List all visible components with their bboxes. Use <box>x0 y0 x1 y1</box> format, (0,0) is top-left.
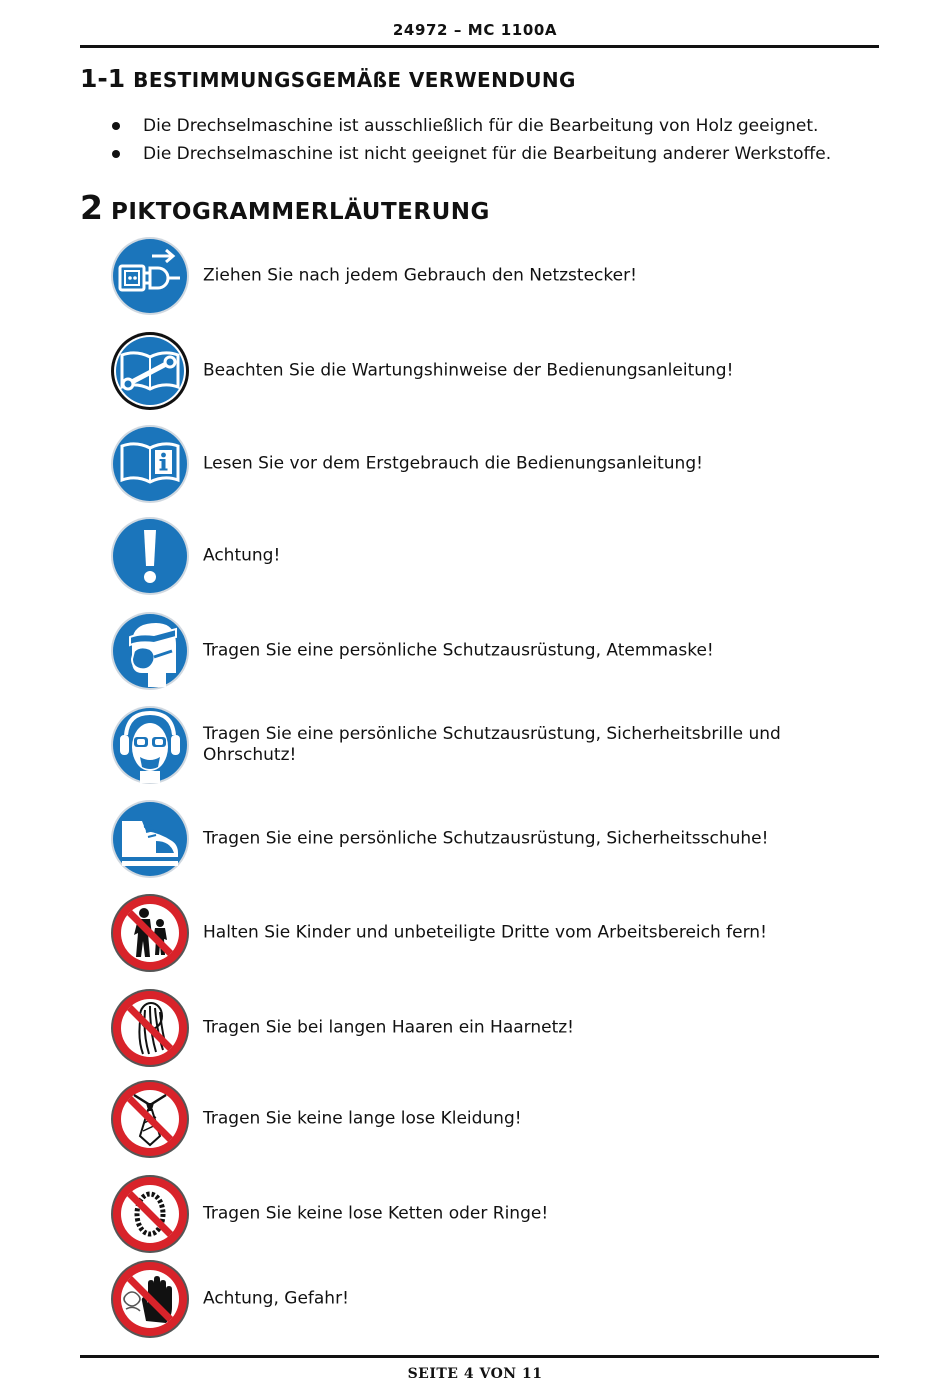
pictogram-label: Tragen Sie keine lange lose Kleidung! <box>203 1108 522 1129</box>
pictogram-label: Tragen Sie eine persönliche Schutzausrüstung, Sicherheitsbrille und Ohrschutz! <box>203 724 781 765</box>
pictogram-row-goggles-ear <box>110 705 870 785</box>
section-1-number: 1-1 <box>80 64 126 93</box>
pictogram-row-maintenance <box>110 331 870 411</box>
pictogram-row-safety-shoe <box>110 799 870 879</box>
bullet-icon <box>112 150 120 158</box>
footer-rule <box>80 1355 879 1358</box>
pictogram-label: Tragen Sie bei langen Haaren ein Haarnetz! <box>203 1017 574 1038</box>
bullet-icon <box>112 122 120 130</box>
no-children-icon <box>110 893 190 973</box>
pictogram-row-attention <box>110 516 870 596</box>
pictogram-row-no-tie <box>110 1079 870 1159</box>
pictogram-label: Tragen Sie keine lose Ketten oder Ringe! <box>203 1203 549 1224</box>
pictogram-row-no-necklace <box>110 1174 870 1254</box>
page-number: SEITE 4 VON 11 <box>407 1366 543 1382</box>
pictogram-label: Ziehen Sie nach jedem Gebrauch den Netzstecker! <box>203 265 637 286</box>
pictogram-label: Achtung! <box>203 545 281 566</box>
pictogram-row-no-children <box>110 893 870 973</box>
read-manual-icon <box>110 424 190 504</box>
section-2-number: 2 <box>80 188 103 227</box>
pictogram-label: Tragen Sie eine persönliche Schutzausrüstung, Atemmaske! <box>203 640 714 661</box>
pictogram-label: Halten Sie Kinder und unbeteiligte Dritte vom Arbeitsbereich fern! <box>203 922 767 943</box>
bullet-text: Die Drechselmaschine ist ausschließlich für die Bearbeitung von Holz geeignet. <box>143 116 819 136</box>
no-long-hair-icon <box>110 988 190 1068</box>
pictogram-row-danger <box>110 1259 870 1339</box>
bullet-text: Die Drechselmaschine ist nicht geeignet für die Bearbeitung anderer Werkstoffe. <box>143 144 832 164</box>
pictogram-row-respirator <box>110 611 870 691</box>
section-1-title: BESTIMMUNGSGEMÄßE VERWENDUNG <box>133 68 576 92</box>
exclamation-icon <box>110 516 190 596</box>
section-2-title: PIKTOGRAMMERLÄUTERUNG <box>110 199 490 225</box>
no-necklace-icon <box>110 1174 190 1254</box>
pictogram-row-read-manual <box>110 424 870 504</box>
pictogram-label: Beachten Sie die Wartungshinweise der Bedienungsanleitung! <box>203 360 734 381</box>
header-rule <box>80 45 879 48</box>
pictogram-label: Lesen Sie vor dem Erstgebrauch die Bedienungsanleitung! <box>203 453 703 474</box>
pictogram-row-hair <box>110 988 870 1068</box>
usage-bullet-list <box>110 115 831 171</box>
unplug-icon <box>110 236 190 316</box>
pictogram-label: Tragen Sie eine persönliche Schutzausrüstung, Sicherheitsschuhe! <box>203 828 769 849</box>
maintenance-manual-icon <box>110 331 190 411</box>
pictogram-label: Achtung, Gefahr! <box>203 1288 349 1309</box>
list-item <box>110 115 831 143</box>
pictogram-row-unplug <box>110 236 870 316</box>
safety-shoe-icon <box>110 799 190 879</box>
section-1-heading <box>80 64 576 93</box>
no-tie-icon <box>110 1079 190 1159</box>
list-item <box>110 143 831 171</box>
section-2-heading <box>80 188 490 227</box>
document-header-title: 24972 – MC 1100A <box>392 21 558 39</box>
respirator-mask-icon <box>110 611 190 691</box>
no-hand-icon <box>110 1259 190 1339</box>
goggles-ear-protection-icon <box>110 705 190 785</box>
